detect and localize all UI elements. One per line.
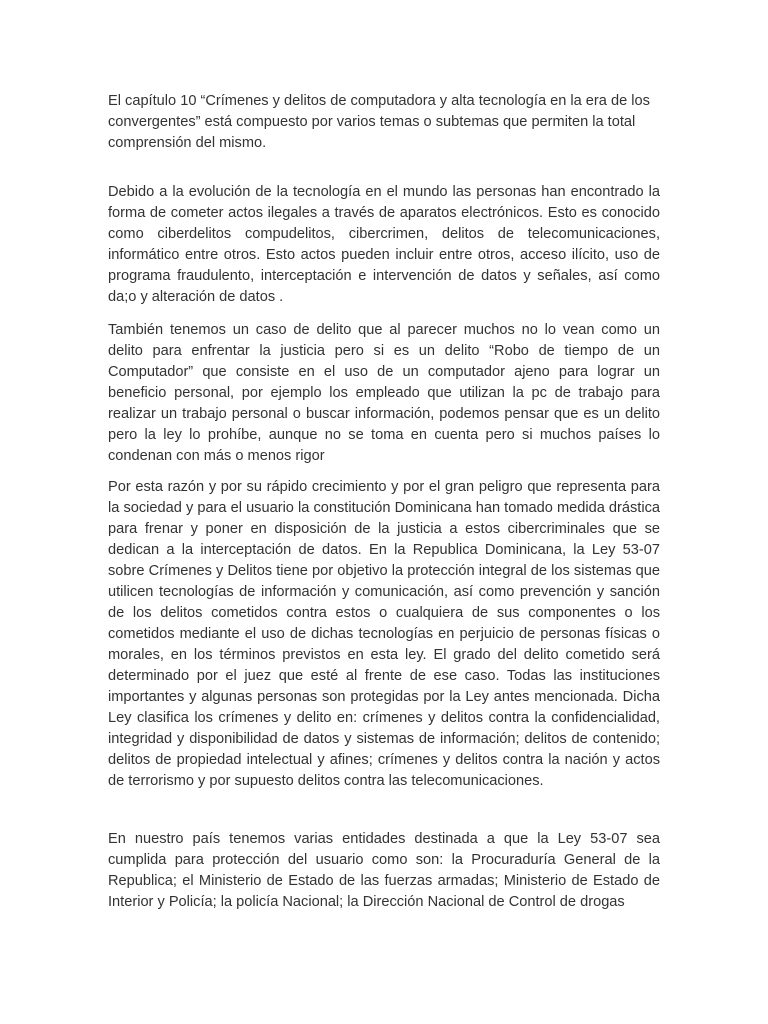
paragraph-evolution: Debido a la evolución de la tecnología en el mundo las personas han encontrado la forma de cometer actos ilegales a través de aparatos electrónicos. Esto es conocido como ciberdelitos compudelitos, cibercrimen, delitos de telecomunicaciones, informático entre otros. Esto actos pueden incluir entre otros, acceso ilícito, uso de programa fraudulento, interceptación e intervención de datos y señales, así como da;o y alteración de datos . bbox=[108, 184, 660, 305]
paragraph-entities: En nuestro país tenemos varias entidades destinada a que la Ley 53-07 sea cumplida para protección del usuario como son: la Procuraduría General de la Republica; el Ministerio de Estado de las fuerzas armadas; Ministerio de Estado de Interior y Policía; la policía Nacional; la Dirección Nacional de Control de drogas bbox=[108, 831, 660, 910]
paragraph-time-theft: También tenemos un caso de delito que al parecer muchos no lo vean como un delito para enfrentar la justicia pero si es un delito “Robo de tiempo de un Computador” que consiste en el uso de un computador ajeno para lograr un beneficio personal, por ejemplo los empleado que utilizan la pc de trabajo para realizar un trabajo personal o buscar información, podemos pensar que es un delito pero la ley lo prohíbe, aunque no se toma en cuenta pero si muchos países lo condenan con más o menos rigor bbox=[108, 322, 660, 464]
paragraph-law-53-07: Por esta razón y por su rápido crecimiento y por el gran peligro que representa para la sociedad y para el usuario la constitución Dominicana han tomado medida drástica para frenar y poner en disposición de la justicia a estos cibercriminales que se dedican a la interceptación de datos. En la Republica Dominicana, la Ley 53-07 sobre Crímenes y Delitos tiene por objetivo la protección integral de los sistemas que utilicen tecnologías de información y comunicación, así como prevención y sanción de los delitos cometidos contra estos o cualquiera de sus componentes o los cometidos mediante el uso de dichas tecnologías en perjuicio de personas físicas o morales, en los términos previstos en esta ley. El grado del delito cometido será determinado por el juez que esté al frente de ese caso. Todas las instituciones importantes y algunas personas son protegidas por la Ley antes mencionada. Dicha Ley clasifica los crímenes y delito en: crímenes y delitos contra la confidencialidad, integridad y disponibilidad de datos y sistemas de información; delitos de contenido; delitos de propiedad intelectual y afines; crímenes y delitos contra la nación y actos de terrorismo y por supuesto delitos contra las telecomunicaciones. bbox=[108, 479, 660, 789]
paragraph-intro: El capítulo 10 “Crímenes y delitos de computadora y alta tecnología en la era de los convergentes” está compuesto por varios temas o subtemas que permiten la total comprensión del mismo. bbox=[108, 93, 650, 151]
